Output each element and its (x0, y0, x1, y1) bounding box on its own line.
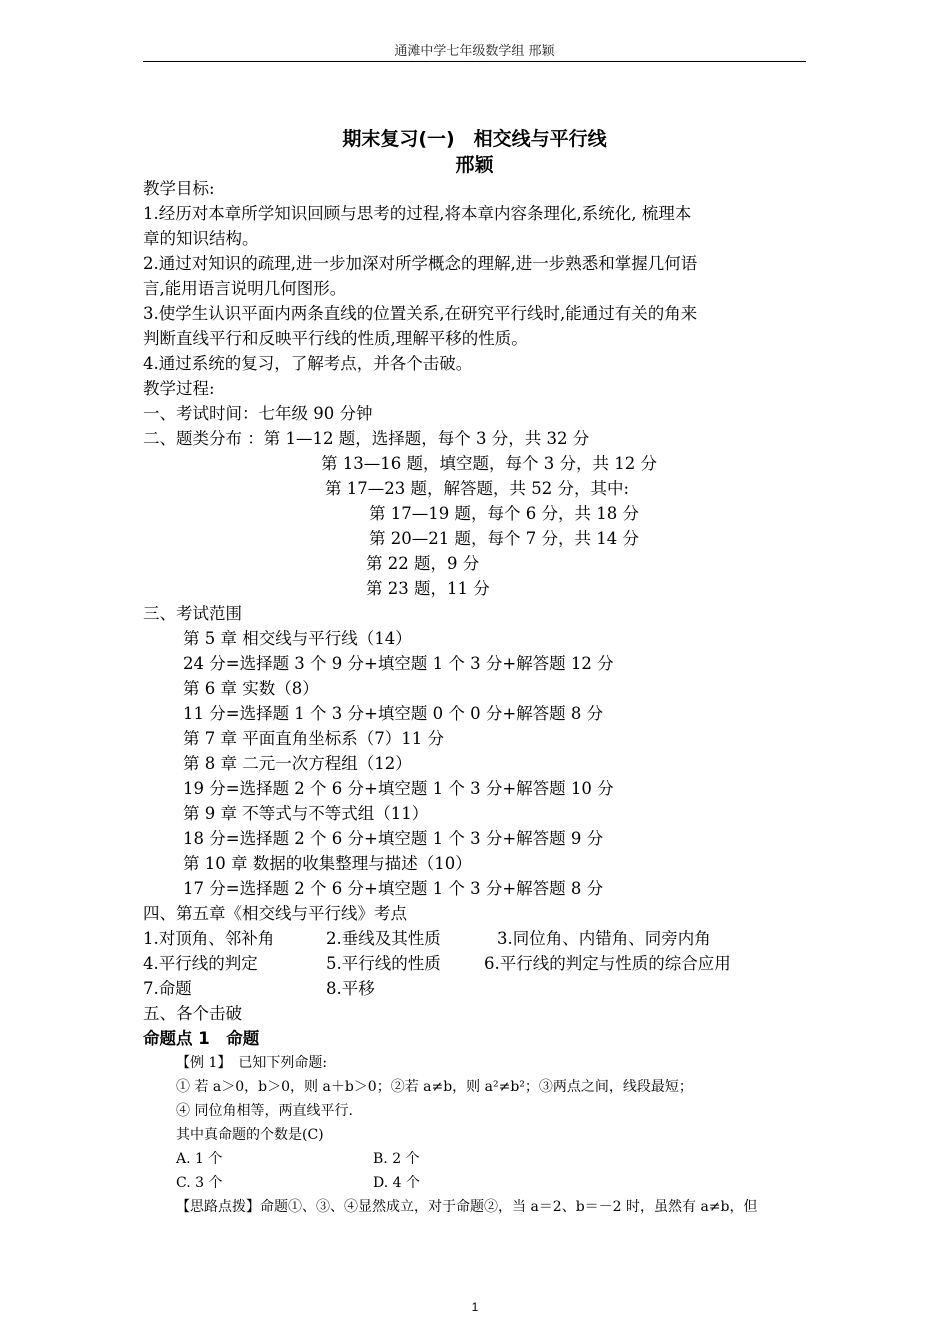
exam-time: 一、考试时间：七年级 90 分钟 (143, 404, 373, 423)
scope-line-3: 第 6 章 实数（8） (183, 679, 319, 698)
goal-3b: 判断直线平行和反映平行线的性质,理解平移的性质。 (143, 329, 528, 348)
scope-line-8: 第 9 章 不等式与不等式组（11） (183, 804, 429, 823)
scope-line-2: 24 分=选择题 3 个 9 分+填空题 1 个 3 分+解答题 12 分 (183, 654, 614, 673)
point-1: 1.对顶角、邻补角 (143, 929, 275, 948)
option-c: C. 3 个 (176, 1175, 223, 1191)
goal-2a: 2.通过对知识的疏理,进一步加深对所学概念的理解,进一步熟悉和掌握几何语 (143, 254, 698, 273)
example-label: 【例 1】 已知下列命题: (176, 1055, 328, 1071)
page-number: 1 (471, 1300, 479, 1314)
goal-3a: 3.使学生认识平面内两条直线的位置关系,在研究平行线时,能通过有关的角来 (143, 304, 698, 323)
topic-heading: 命题点 1 命题 (143, 1029, 260, 1048)
goals-heading: 教学目标: (143, 179, 215, 198)
process-heading: 教学过程: (143, 379, 215, 398)
scope-line-11: 17 分=选择题 2 个 6 分+填空题 1 个 3 分+解答题 8 分 (183, 879, 604, 898)
scope-line-9: 18 分=选择题 2 个 6 分+填空题 1 个 3 分+解答题 9 分 (183, 829, 604, 848)
goal-2b: 言,能用语言说明几何图形。 (143, 279, 347, 298)
point-8: 8.平移 (326, 979, 375, 998)
example-question: 其中真命题的个数是(C) (176, 1127, 324, 1143)
point-6: 6.平行线的判定与性质的综合应用 (484, 954, 731, 973)
point-5: 5.平行线的性质 (326, 954, 441, 973)
point-2: 2.垂线及其性质 (326, 929, 441, 948)
document-author: 邢颖 (455, 154, 494, 176)
header-rule (143, 61, 806, 62)
document-title: 期末复习(一) 相交线与平行线 (342, 128, 607, 150)
break-heading: 五、各个击破 (143, 1004, 242, 1023)
distribution-line-5: 第 20—21 题，每个 7 分，共 14 分 (369, 529, 639, 548)
scope-line-4: 11 分=选择题 1 个 3 分+填空题 0 个 0 分+解答题 8 分 (183, 704, 604, 723)
scope-line-10: 第 10 章 数据的收集整理与描述（10） (183, 854, 472, 873)
goal-1b: 章的知识结构。 (143, 229, 259, 248)
page-header: 通滩中学七年级数学组 邢颖 (394, 44, 555, 59)
option-d: D. 4 个 (373, 1175, 420, 1191)
point-4: 4.平行线的判定 (143, 954, 258, 973)
option-b: B. 2 个 (373, 1151, 420, 1167)
example-statement-1: ① 若 a＞0，b＞0，则 a＋b＞0；②若 a≠b，则 a²≠b²；③两点之间，线段最短； (176, 1079, 693, 1095)
distribution-line-2: 第 13—16 题，填空题，每个 3 分，共 12 分 (321, 454, 657, 473)
distribution-line-7: 第 23 题，11 分 (366, 579, 490, 598)
example-statement-2: ④ 同位角相等，两直线平行. (176, 1103, 353, 1119)
scope-heading: 三、考试范围 (143, 604, 242, 623)
distribution-line-6: 第 22 题，9 分 (366, 554, 480, 573)
point-3: 3.同位角、内错角、同旁内角 (497, 929, 711, 948)
distribution-line-4: 第 17—19 题，每个 6 分，共 18 分 (369, 504, 639, 523)
point-7: 7.命题 (143, 979, 192, 998)
scope-line-1: 第 5 章 相交线与平行线（14） (183, 629, 412, 648)
option-a: A. 1 个 (176, 1151, 223, 1167)
scope-line-5: 第 7 章 平面直角坐标系（7）11 分 (183, 729, 444, 748)
goal-1a: 1.经历对本章所学知识回顾与思考的过程,将本章内容条理化,系统化, 梳理本 (143, 204, 692, 223)
scope-line-7: 19 分=选择题 2 个 6 分+填空题 1 个 3 分+解答题 10 分 (183, 779, 614, 798)
points-heading: 四、第五章《相交线与平行线》考点 (143, 904, 407, 923)
distribution-line-3: 第 17—23 题，解答题，共 52 分，其中: (325, 479, 630, 498)
goal-4: 4.通过系统的复习，了解考点，并各个击破。 (143, 354, 473, 373)
hint-text: 【思路点拨】命题①、③、④显然成立，对于命题②，当 a＝2、b＝－2 时，虽然有 a≠b，但 (176, 1199, 758, 1215)
distribution-line-1: 二、题类分布 ：第 1—12 题，选择题，每个 3 分，共 32 分 (143, 429, 590, 448)
scope-line-6: 第 8 章 二元一次方程组（12） (183, 754, 412, 773)
